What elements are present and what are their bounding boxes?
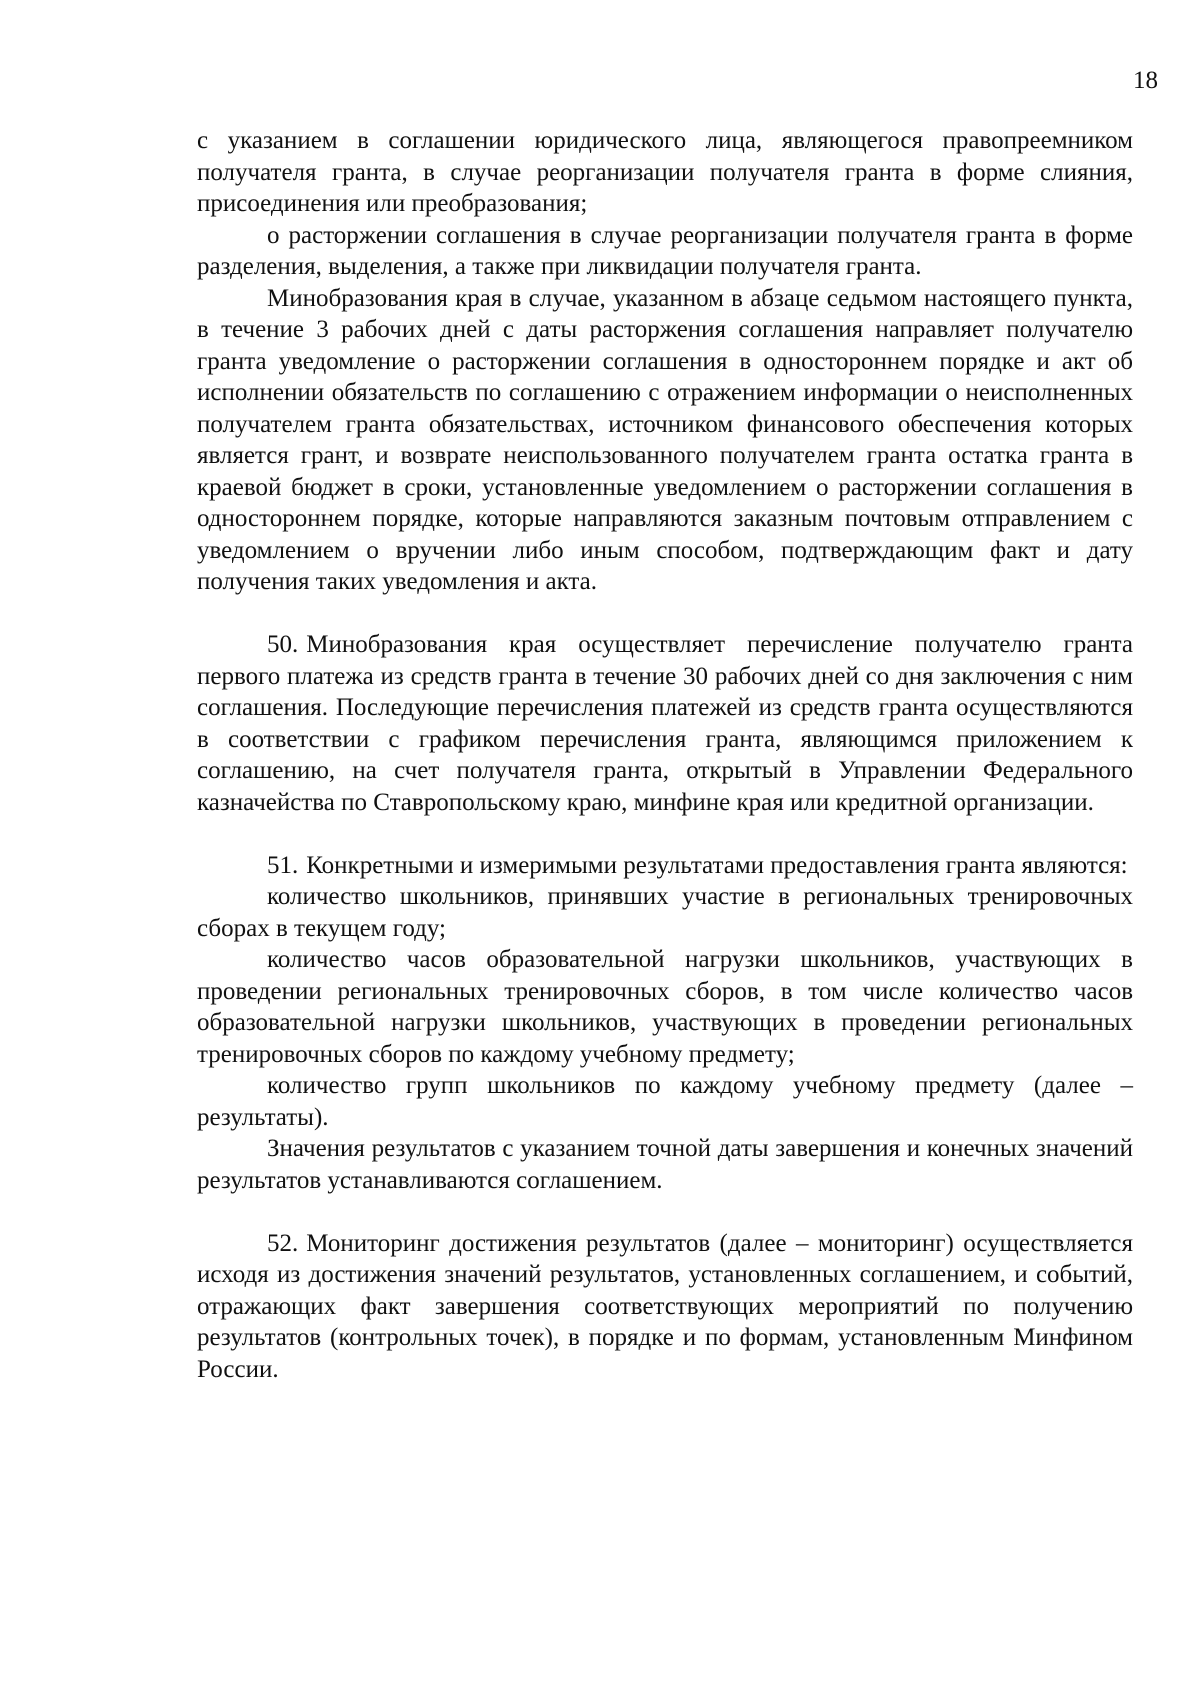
paragraph-result-hours: количество часов образовательной нагрузки школьников, участвующих в проведении региональных тренировочных сборов, в том числе количество часов образовательной нагрузки школьников, участвующих в проведении региональных тренировочных сборов по каждому учебному предмету; — [197, 946, 1133, 1068]
paragraph-item-52 — [197, 1228, 1133, 1386]
paragraph-successor-clause: с указанием в соглашении юридического лица, являющегося правопреемником получателя гранта, в случае реорганизации получателя гранта в форме слияния, присоединения или преобразования; — [197, 127, 1133, 217]
page-number: 18 — [1133, 67, 1158, 94]
item-51-text: Конкретными и измеримыми результатами предоставления гранта являются: — [306, 851, 1128, 879]
paragraph-result-values: Значения результатов с указанием точной даты завершения и конечных значений результатов устанавливаются соглашением. — [197, 1135, 1133, 1194]
paragraph-result-groups: количество групп школьников по каждому учебному предмету (далее – результаты). — [197, 1072, 1133, 1131]
paragraph-item-51 — [197, 850, 1133, 882]
item-number-50: 50. — [267, 631, 299, 658]
paragraph-result-students: количество школьников, принявших участие в региональных тренировочных сборах в текущем году; — [197, 883, 1133, 942]
document-body — [197, 125, 1133, 1385]
item-50-text: Минобразования края осуществляет перечисление получателю гранта первого платежа из средств гранта в течение 30 рабочих дней со дня заключения с ним соглашения. Последующие перечисления платежей из средств гранта осуществляются в соответствии с графиком перечисления гранта, являющимся приложением к соглашению, на счет получателя гранта, открытый в Управлении Федерального казначейства по Ставропольскому краю, минфине края или кредитной организации. — [197, 631, 1133, 816]
paragraph-item-50 — [197, 629, 1133, 818]
item-52-text: Мониторинг достижения результатов (далее – мониторинг) осуществляется исходя из достижения значений результатов, установленных соглашением, и событий, отражающих факт завершения соответствующих мероприятий по получению результатов (контрольных точек), в порядке и по формам, установленным Минфином России. — [197, 1229, 1133, 1383]
item-number-51: 51. — [267, 851, 299, 879]
item-number-52: 52. — [267, 1229, 299, 1257]
paragraph-termination-notice: Минобразования края в случае, указанном в абзаце седьмом настоящего пункта, в течение 3 рабочих дней с даты расторжения соглашения направляет получателю гранта уведомление о расторжении соглашения в одностороннем порядке и акт об исполнении обязательств по соглашению с отражением информации о неисполненных получателем гранта обязательствах, источником финансового обеспечения которых является грант, и возврате неиспользованного получателем гранта остатка гранта в краевой бюджет в сроки, установленные уведомлением о расторжении соглашения в одностороннем порядке, которые направляются заказным почтовым отправлением с уведомлением о вручении либо иным способом, подтверждающим факт и дату получения таких уведомления и акта. — [197, 284, 1133, 595]
paragraph-termination-clause: о расторжении соглашения в случае реорганизации получателя гранта в форме разделения, выделения, а также при ликвидации получателя гранта. — [197, 221, 1133, 280]
